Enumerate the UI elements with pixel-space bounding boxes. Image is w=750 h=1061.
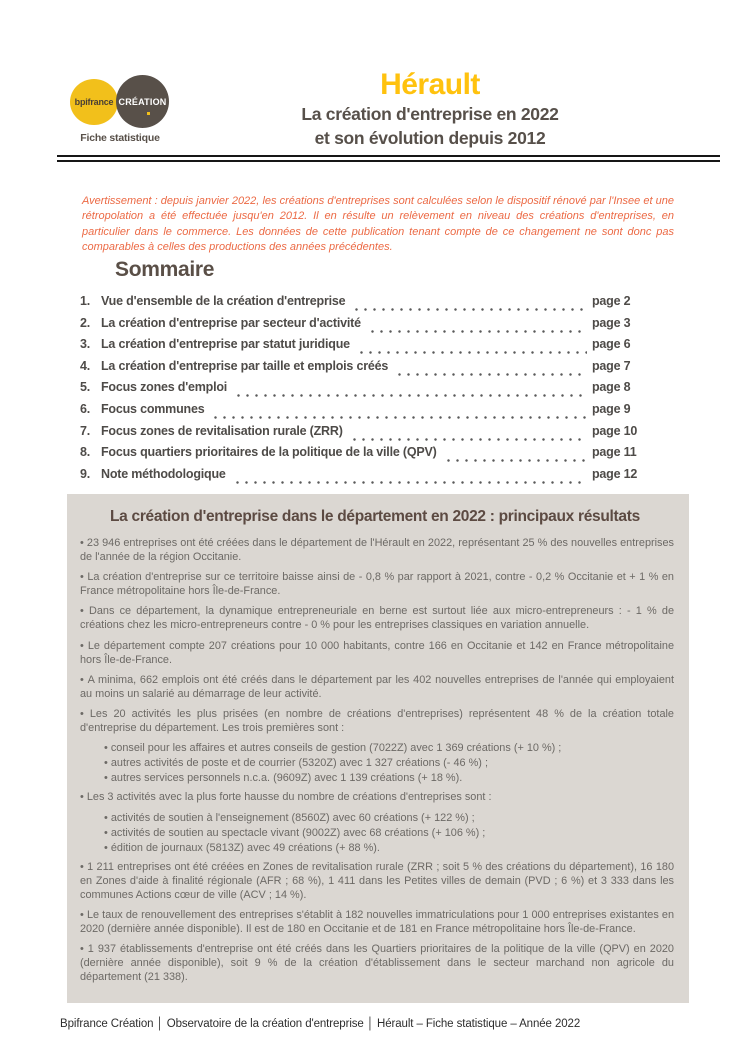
table-of-contents xyxy=(80,294,648,488)
toc-item-number: 7. xyxy=(80,423,91,438)
toc-item-label: La création d'entreprise par secteur d'activité xyxy=(101,315,361,330)
notice-paragraph: Avertissement : depuis janvier 2022, les créations d'entreprises sont calculées selon le dispositif rénové par l'Insee et une rétropolation a été effectuée jusqu'en 2012. Il en résulte un relèvement en niveau des créations d'entreprises, en particulier dans le commerce. Les données de cette publication tenant compte de ce changement ne sont donc pas comparables à celles des productions des années précédentes. xyxy=(82,195,674,253)
toc-leader-dots xyxy=(366,316,587,338)
title-block xyxy=(240,68,620,149)
result-bullet: • A minima, 662 emplois ont été créés dans le département par les 402 nouvelles entreprises de l'année qui employaient au moins un salarié au démarrage de leur activité. xyxy=(80,673,674,701)
toc-item-label: Vue d'ensemble de la création d'entreprise xyxy=(101,294,346,308)
toc-item-page: page 10 xyxy=(592,423,638,438)
page-subtitle-line2: et son évolution depuis 2012 xyxy=(314,127,546,148)
creation-logo-label: CRÉATION xyxy=(118,96,167,107)
creation-logo-icon xyxy=(116,75,169,128)
toc-item-page: page 12 xyxy=(592,466,638,481)
toc-item-page: page 9 xyxy=(592,401,631,416)
result-sub-bullet: • autres activités de poste et de courrier (5320Z) avec 1 327 créations (- 46 %) ; xyxy=(104,756,674,770)
page-subtitle-line1: La création d'entreprise en 2022 xyxy=(301,104,559,124)
result-sub-bullet: • activités de soutien à l'enseignement (8560Z) avec 60 créations (+ 122 %) ; xyxy=(104,811,674,825)
toc-item-page: page 11 xyxy=(592,445,637,460)
toc-item-label: Focus zones d'emploi xyxy=(101,380,228,395)
toc-item-number: 2. xyxy=(80,315,91,330)
toc-item-label: La création d'entreprise par taille et emplois créés xyxy=(101,358,389,373)
logo-caption: Fiche statistique xyxy=(80,132,160,144)
toc-item-number: 3. xyxy=(80,337,91,352)
toc-leader-dots xyxy=(350,294,587,316)
toc-item-9 xyxy=(80,467,648,489)
result-bullet: • Dans ce département, la dynamique entrepreneuriale en berne est surtout liée aux micro-entrepreneurs : - 1 % de créations chez les micro-entrepreneurs contre - 0 % pour les entreprises classiques en variation annuelle. xyxy=(80,604,674,632)
brand-logo-area xyxy=(70,74,190,146)
bpifrance-logo-icon xyxy=(70,79,118,125)
result-bullet: • 23 946 entreprises ont été créées dans le département de l'Hérault en 2022, représentant 25 % des nouvelles entreprises de l'année de la région Occitanie. xyxy=(80,536,674,564)
toc-item-page: page 3 xyxy=(592,315,631,330)
result-bullet: • 1 211 entreprises ont été créées en Zones de revitalisation rurale (ZRR ; soit 5 % des créations du département), 16 180 en Zones d'aide à finalité régionale (AFR ; 68 %), 1 411 dans les Petites villes de demain (PVD ; 6 %) et 3 333 dans les communes Actions cœur de ville (ACV ; 14 %). xyxy=(80,860,674,902)
result-bullet: • La création d'entreprise sur ce territoire baisse ainsi de - 0,8 % par rapport à 2021, contre - 0,2 % Occitanie et + 1 % en France métropolitaine hors Île-de-France. xyxy=(80,570,674,598)
toc-item-7 xyxy=(80,424,648,446)
toc-leader-dots xyxy=(231,467,587,489)
toc-item-number: 4. xyxy=(80,358,91,373)
result-bullet: • Le département compte 207 créations pour 10 000 habitants, contre 166 en Occitanie et 142 en France métropolitaine hors Île-de-France. xyxy=(80,639,674,667)
toc-leader-dots xyxy=(348,424,587,446)
toc-item-number: 6. xyxy=(80,401,91,416)
toc-leader-dots xyxy=(393,359,587,381)
toc-leader-dots xyxy=(209,402,587,424)
toc-item-label: Focus quartiers prioritaires de la politique de la ville (QPV) xyxy=(101,445,437,460)
toc-item-3 xyxy=(80,337,648,359)
toc-item-2 xyxy=(80,316,648,338)
toc-item-1 xyxy=(80,294,648,316)
toc-item-number: 1. xyxy=(80,294,91,308)
creation-logo-dot-icon xyxy=(147,112,150,115)
result-sub-bullet: • édition de journaux (5813Z) avec 49 créations (+ 88 %). xyxy=(104,841,674,855)
toc-item-page: page 2 xyxy=(592,294,631,308)
result-bullet: • 1 937 établissements d'entreprise ont été créés dans les Quartiers prioritaires de la politique de la ville (QPV) en 2020 (dernière année disponible), soit 9 % de la création d'établissement dans le secteur marchand non agricole du département (21 338). xyxy=(80,942,674,984)
result-sub-bullet: • autres services personnels n.c.a. (9609Z) avec 1 139 créations (+ 18 %). xyxy=(104,771,674,785)
result-bullet: • Les 20 activités les plus prisées (en nombre de créations d'entreprises) représentent 48 % de la création totale d'entreprise du département. Les trois premières sont : xyxy=(80,707,674,735)
result-bullet: • Les 3 activités avec la plus forte hausse du nombre de créations d'entreprises sont : xyxy=(80,790,674,804)
toc-item-number: 9. xyxy=(80,466,91,481)
toc-heading: Sommaire xyxy=(115,258,215,281)
bpifrance-logo-label: bpifrance xyxy=(74,97,114,107)
toc-item-number: 5. xyxy=(80,380,91,395)
toc-item-label: La création d'entreprise par statut juridique xyxy=(101,337,350,352)
key-results-panel xyxy=(67,494,689,1003)
toc-item-5 xyxy=(80,380,648,402)
toc-item-label: Focus zones de revitalisation rurale (ZRR) xyxy=(101,423,343,438)
page-title: Hérault xyxy=(380,68,480,101)
toc-item-6 xyxy=(80,402,648,424)
page-footer: Bpifrance Création │ Observatoire de la création d'entreprise │ Hérault – Fiche statistique – Année 2022 xyxy=(60,1018,581,1030)
toc-leader-dots xyxy=(442,445,587,467)
toc-leader-dots xyxy=(355,337,587,359)
toc-item-4 xyxy=(80,359,648,381)
header-divider xyxy=(57,155,720,162)
results-heading: La création d'entreprise dans le département en 2022 : principaux résultats xyxy=(110,508,640,525)
result-bullet: • Le taux de renouvellement des entreprises s'établit à 182 nouvelles immatriculations pour 1 000 entreprises existantes en 2020 (dernière année disponible). Il est de 180 en Occitanie et de 181 en France métropolitaine hors Île-de-France. xyxy=(80,908,674,936)
toc-leader-dots xyxy=(232,380,587,402)
toc-item-page: page 8 xyxy=(592,380,631,395)
toc-item-page: page 6 xyxy=(592,337,631,352)
toc-item-8 xyxy=(80,445,648,467)
toc-item-label: Focus communes xyxy=(101,401,205,416)
toc-item-label: Note méthodologique xyxy=(101,466,226,481)
result-sub-bullet: • activités de soutien au spectacle vivant (9002Z) avec 68 créations (+ 106 %) ; xyxy=(104,826,674,840)
toc-item-number: 8. xyxy=(80,445,91,460)
toc-item-page: page 7 xyxy=(592,358,631,373)
result-sub-bullet: • conseil pour les affaires et autres conseils de gestion (7022Z) avec 1 369 créations (+ 10 %) ; xyxy=(104,741,674,755)
